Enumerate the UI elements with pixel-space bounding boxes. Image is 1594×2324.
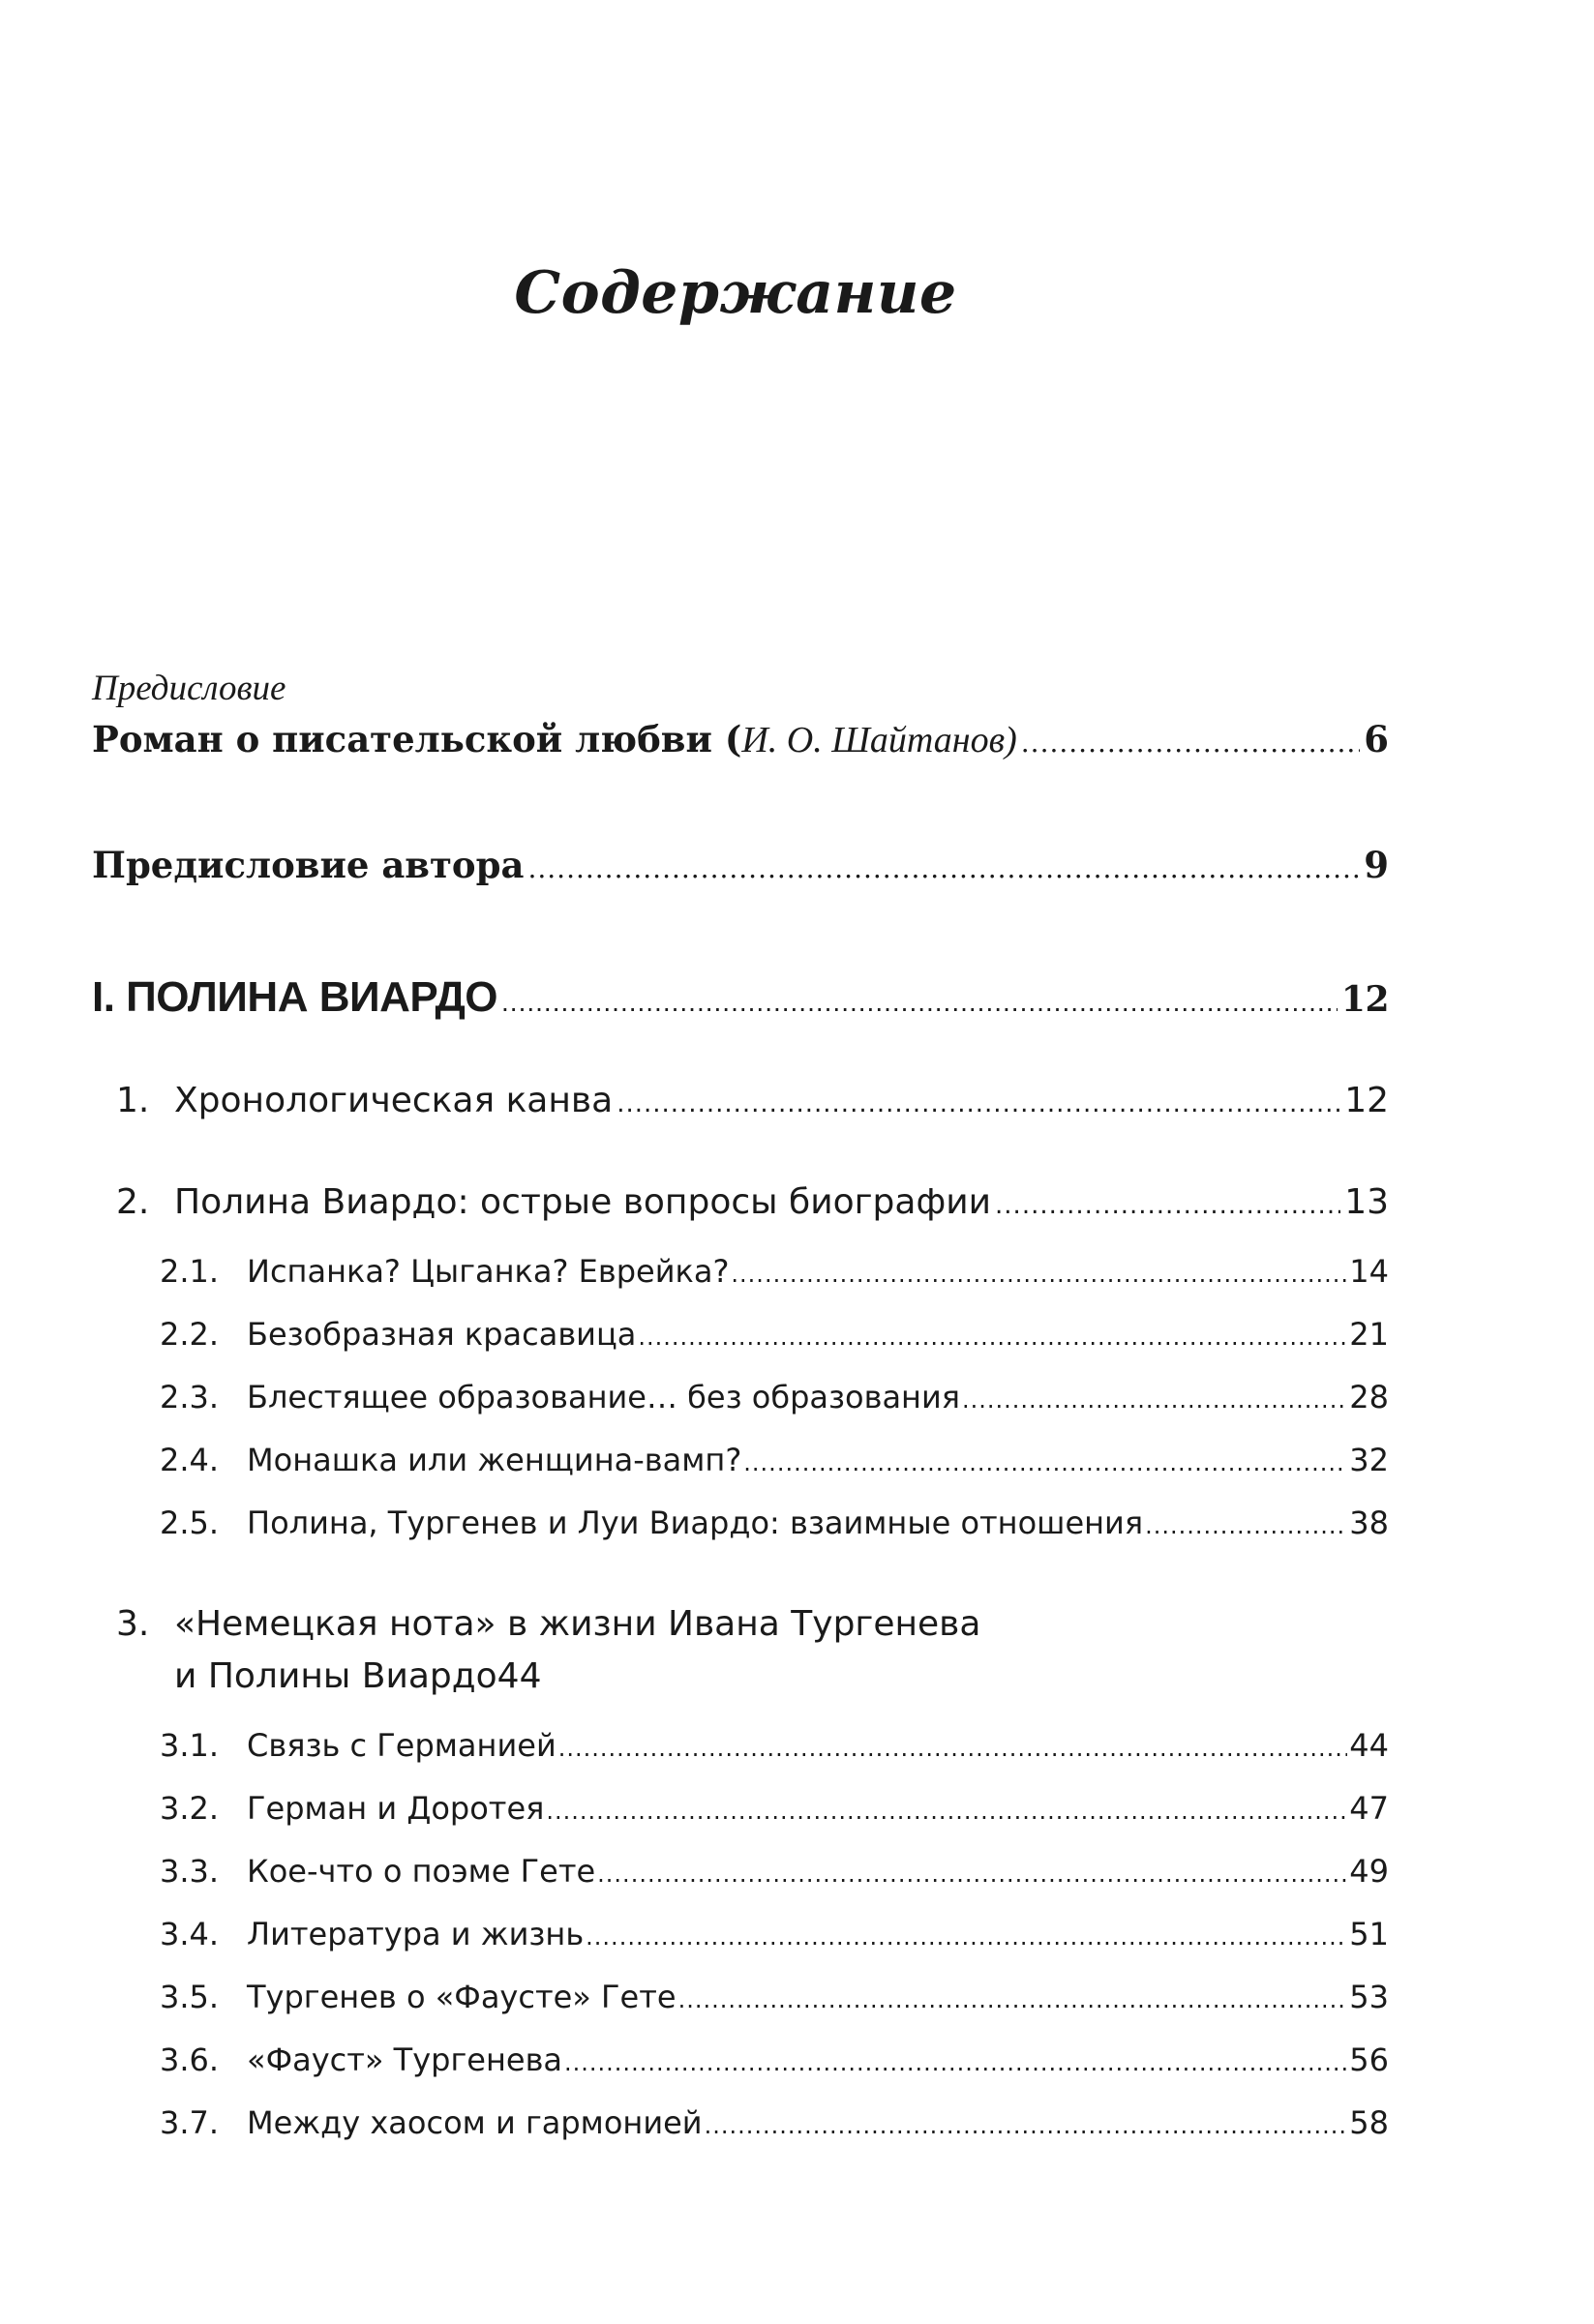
chapter-title-line1: «Немецкая нота» в жизни Ивана Тургенева xyxy=(174,1604,981,1644)
toc-entry-preface-shaitanov[interactable] xyxy=(92,718,1389,761)
toc-section-3-1[interactable] xyxy=(160,1727,1389,1764)
leader-dots xyxy=(678,1986,1348,2013)
toc-page-number: 51 xyxy=(1349,1916,1389,1952)
section-title: Тургенев о «Фаусте» Гете xyxy=(247,1979,677,2015)
section-title: Испанка? Цыганка? Еврейка? xyxy=(247,1253,730,1290)
section-title: Монашка или женщина-вамп? xyxy=(247,1442,742,1478)
section-number: 2.1. xyxy=(160,1253,220,1290)
section-title: Блестящее образование… без образования xyxy=(247,1379,961,1415)
toc-section-3-3[interactable] xyxy=(160,1853,1389,1890)
leader-dots xyxy=(995,1191,1340,1220)
chapter-number: 3. xyxy=(116,1604,150,1644)
leader-dots xyxy=(597,1861,1347,1888)
toc-page-number: 6 xyxy=(1364,718,1389,760)
section-number: 2.2. xyxy=(160,1316,220,1353)
leader-dots xyxy=(586,1923,1347,1951)
toc-chapter-1[interactable] xyxy=(116,1081,1389,1120)
toc-entry-text: Предисловие автора xyxy=(92,844,525,886)
leader-dots xyxy=(1021,727,1360,759)
section-title: «Фауст» Тургенева xyxy=(247,2041,563,2078)
toc-section-3-4[interactable] xyxy=(160,1916,1389,1952)
toc-section-2-2[interactable] xyxy=(160,1316,1389,1353)
toc-page-number: 44 xyxy=(1349,1727,1389,1764)
part-title: I. ПОЛИНА ВИАРДО xyxy=(92,973,498,1021)
toc-page-number: 9 xyxy=(1364,844,1389,886)
toc-section-2-4[interactable] xyxy=(160,1442,1389,1478)
chapter-title: Хронологическая канва xyxy=(174,1081,614,1120)
toc-section-3-2[interactable] xyxy=(160,1790,1389,1827)
chapter-title-line2: и Полины Виардо xyxy=(174,1656,497,1696)
toc-section-2-3[interactable] xyxy=(160,1379,1389,1415)
toc-section-3-7[interactable] xyxy=(160,2104,1389,2141)
toc-page-number: 58 xyxy=(1349,2104,1389,2141)
leader-dots xyxy=(731,1261,1347,1288)
toc-page-number: 56 xyxy=(1349,2041,1389,2078)
leader-dots xyxy=(743,1449,1347,1476)
leader-dots xyxy=(1145,1512,1347,1539)
section-number: 3.7. xyxy=(160,2104,220,2141)
leader-dots xyxy=(617,1089,1340,1118)
section-number: 3.2. xyxy=(160,1790,220,1827)
toc-page-number: 49 xyxy=(1349,1853,1389,1890)
section-number: 3.1. xyxy=(160,1727,220,1764)
toc-section-2-1[interactable] xyxy=(160,1253,1389,1290)
leader-dots xyxy=(501,987,1338,1018)
toc-entry-author-preface[interactable] xyxy=(92,844,1389,886)
leader-dots xyxy=(564,2049,1347,2076)
section-number: 3.3. xyxy=(160,1853,220,1890)
toc-page-number: 47 xyxy=(1349,1790,1389,1827)
toc-page-number: 38 xyxy=(1349,1505,1389,1541)
toc-section-2-5[interactable] xyxy=(160,1505,1389,1541)
leader-dots xyxy=(962,1386,1347,1414)
leader-dots xyxy=(558,1735,1348,1762)
leader-dots xyxy=(546,1798,1347,1825)
section-number: 3.5. xyxy=(160,1979,220,2015)
section-number: 2.3. xyxy=(160,1379,220,1415)
section-title: Безобразная красавица xyxy=(247,1316,637,1353)
toc-page-number: 28 xyxy=(1349,1379,1389,1415)
toc-page-number: 21 xyxy=(1349,1316,1389,1353)
toc-page-number: 12 xyxy=(1344,1081,1389,1120)
page-title: Содержание xyxy=(514,259,957,327)
section-title: Между хаосом и гармонией xyxy=(247,2104,703,2141)
toc-page-number: 13 xyxy=(1344,1182,1389,1222)
section-number: 2.5. xyxy=(160,1505,220,1541)
chapter-number: 1. xyxy=(116,1081,150,1120)
leader-dots xyxy=(638,1324,1347,1351)
preface-label: Предисловие xyxy=(92,669,286,708)
chapter-title: Полина Виардо: острые вопросы биографии xyxy=(174,1182,992,1222)
toc-part-1[interactable] xyxy=(92,973,1389,1022)
toc-page-number: 53 xyxy=(1349,1979,1389,2015)
section-number: 2.4. xyxy=(160,1442,220,1478)
section-title: Кое-что о поэме Гете xyxy=(247,1853,596,1890)
toc-page-number: 32 xyxy=(1349,1442,1389,1478)
toc-chapter-3[interactable] xyxy=(116,1598,1389,1703)
section-title: Связь с Германией xyxy=(247,1727,556,1764)
toc-entry-text: Роман о писательской любви (И. О. Шайтанов) xyxy=(92,718,1017,760)
toc-section-3-5[interactable] xyxy=(160,1979,1389,2015)
leader-dots xyxy=(527,852,1360,884)
section-title: Полина, Тургенев и Луи Виардо: взаимные отношения xyxy=(247,1505,1144,1541)
toc-section-3-6[interactable] xyxy=(160,2041,1389,2078)
leader-dots xyxy=(705,2112,1348,2139)
toc-page-number: 12 xyxy=(1340,979,1389,1020)
section-number: 3.6. xyxy=(160,2041,220,2078)
section-title: Литература и жизнь xyxy=(247,1916,585,1952)
section-number: 3.4. xyxy=(160,1916,220,1952)
section-title: Герман и Доротея xyxy=(247,1790,545,1827)
chapter-number: 2. xyxy=(116,1182,150,1222)
toc-page-number: 44 xyxy=(496,1656,542,1696)
toc-page-number: 14 xyxy=(1349,1253,1389,1290)
toc-chapter-2[interactable] xyxy=(116,1182,1389,1222)
